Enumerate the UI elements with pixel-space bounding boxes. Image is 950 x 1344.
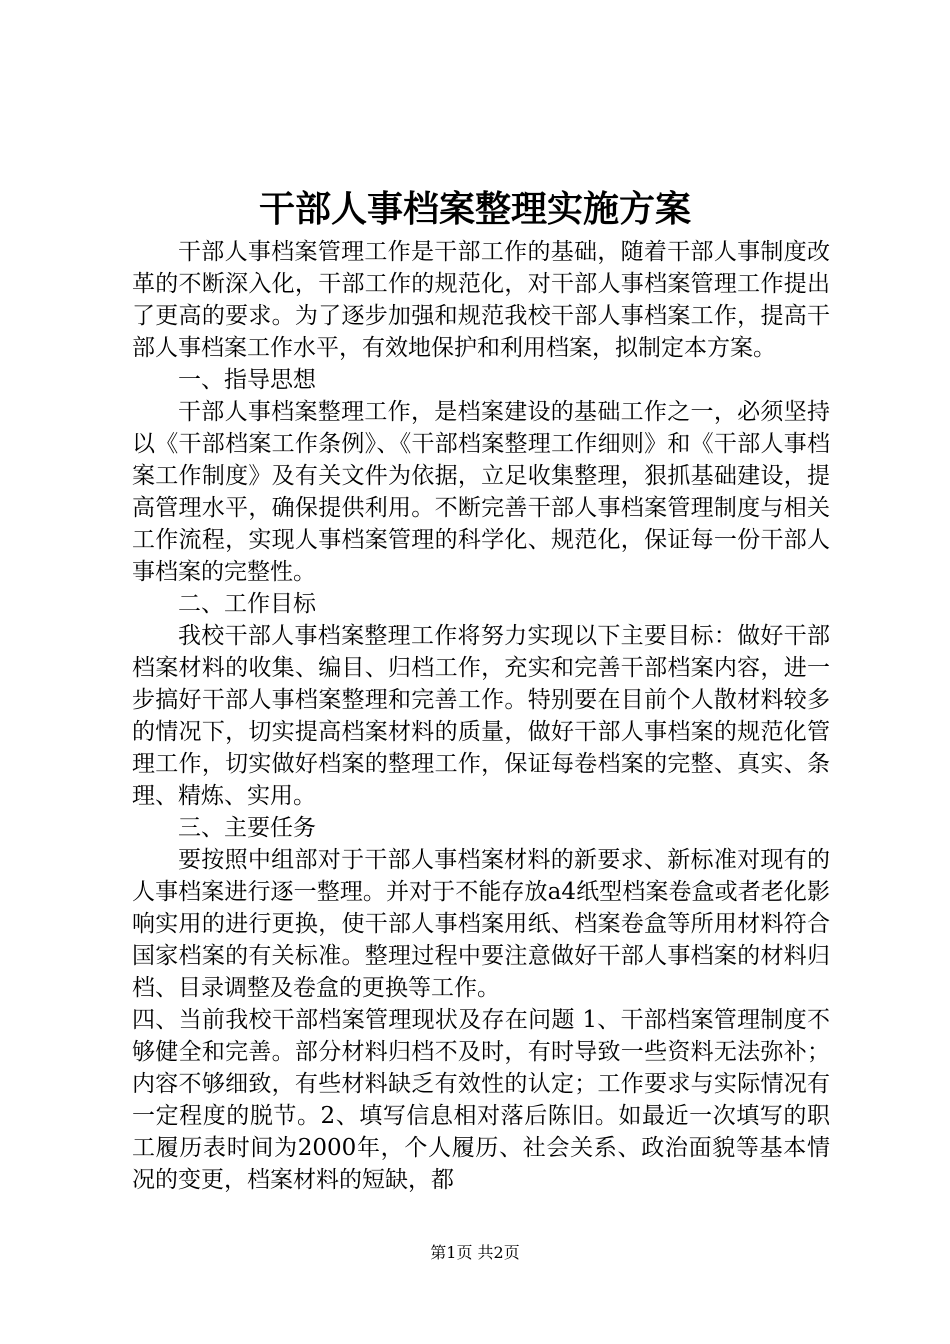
work-goals-paragraph: 我校干部人事档案整理工作将努力实现以下主要目标：做好干部档案材料的收集、编目、归档工作，充实和完善干部档案内容，进一步搞好干部人事档案整理和完善工作。特别要在目前个人散材料较多的情况下，切实提高档案材料的质量，做好干部人事档案的规范化管理工作，切实做好档案的整理工作，保证每卷档案的完整、真实、条理、精炼、实用。	[132, 623, 830, 809]
page-footer: 第1页 共2页	[430, 1243, 520, 1262]
document-title: 干部人事档案整理实施方案	[258, 188, 691, 230]
main-tasks-paragraph: 要按照中组部对于干部人事档案材料的新要求、新标准对现有的人事档案进行逐一整理。并对于不能存放a4纸型档案卷盒或者老化影响实用的进行更换，使干部人事档案用纸、档案卷盒等所用材料符合国家档案的有关标准。整理过程中要注意做好干部人事档案的材料归档、目录调整及卷盒的更换等工作。	[132, 847, 830, 1001]
document-body	[132, 236, 830, 1196]
intro-paragraph: 干部人事档案管理工作是干部工作的基础，随着干部人事制度改革的不断深入化，干部工作的规范化，对干部人事档案管理工作提出了更高的要求。为了逐步加强和规范我校干部人事档案工作，提高干部人事档案工作水平，有效地保护和利用档案，拟制定本方案。	[132, 239, 830, 361]
current-status-paragraph: 四、当前我校干部档案管理现状及存在问题 1、干部档案管理制度不够健全和完善。部分材料归档不及时，有时导致一些资料无法弥补；内容不够细致，有些材料缺乏有效性的认定；工作要求与实际情况有一定程度的脱节。2、填写信息相对落后陈旧。如最近一次填写的职工履历表时间为2000年，个人履历、社会关系、政治面貌等基本情况的变更，档案材料的短缺，都	[132, 1007, 830, 1193]
section-heading-main-tasks: 三、主要任务	[178, 815, 316, 841]
section-heading-guiding-ideology: 一、指导思想	[178, 367, 316, 393]
section-heading-work-goals: 二、工作目标	[178, 591, 316, 617]
guiding-ideology-paragraph: 干部人事档案整理工作，是档案建设的基础工作之一，必须坚持以《干部档案工作条例》、《干部档案整理工作细则》和《干部人事档案工作制度》及有关文件为依据，立足收集整理，狠抓基础建设，提高管理水平，确保提供利用。不断完善干部人事档案管理制度与相关工作流程，实现人事档案管理的科学化、规范化，保证每一份干部人事档案的完整性。	[132, 399, 830, 585]
